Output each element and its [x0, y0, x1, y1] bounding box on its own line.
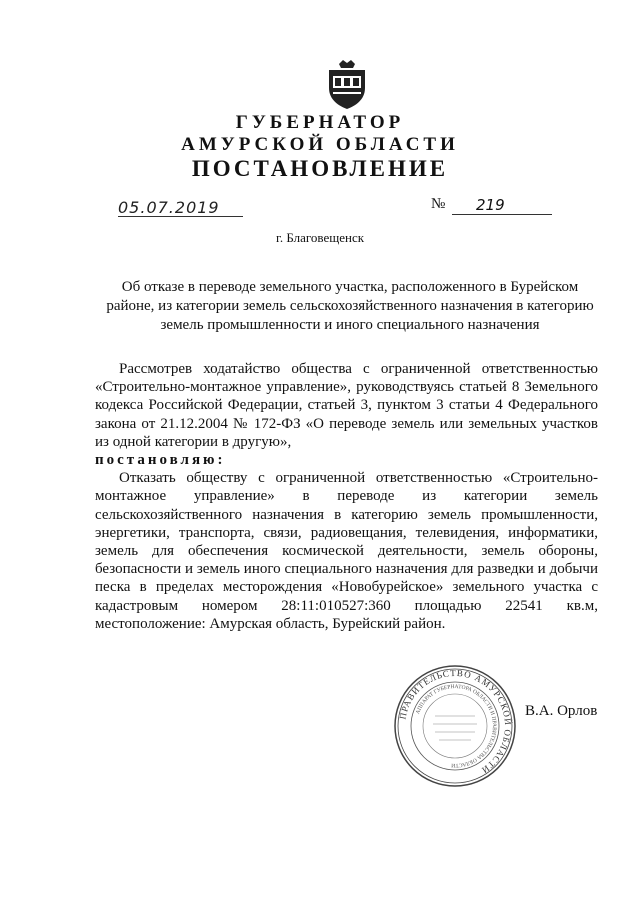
svg-text:АППАРАТ ГУБЕРНАТОРА ОБЛАСТИ И: АППАРАТ ГУБЕРНАТОРА ОБЛАСТИ И ПРАВИТЕЛЬСТВА ОБЛАСТИ — [415, 683, 498, 769]
city-line: г. Благовещенск — [275, 230, 365, 245]
header-region: АМУРСКОЙ ОБЛАСТИ — [181, 134, 459, 155]
number-label: № — [431, 196, 446, 212]
document-date: 05.07.2019 — [118, 199, 243, 217]
document-subject: Об отказе в переводе земельного участка, расположенного в Бурейском районе, из категории земель сельскохозяйственного назначения в категорию земель промышленности и иного специального назначения — [106, 279, 594, 333]
decision-paragraph: Отказать обществу с ограниченной ответственностью «Строительно-монтажное управление» в переводе из категории земель сельскохозяйственного назначения в категорию земель промышленности, энергетики, транспорта, связи, радиовещания, телевидения, информатики, земель для обеспечения космической деятельности, земель обороны, безопасности и земель иного специального назначения для разведки и добычи песка в пределах месторождения «Новобурейское» земельного участка с кадастровым номером 28:11:010527:360 площадью 22541 кв.м, местоположение: Амурская область, Бурейский район. — [95, 470, 598, 632]
document-type-title: ПОСТАНОВЛЕНИЕ — [191, 156, 449, 181]
signatory-name: В.А. Орлов — [525, 703, 598, 719]
official-seal-icon — [393, 664, 517, 788]
svg-text:ПРАВИТЕЛЬСТВО АМУРСКОЙ ОБЛАСТИ: ПРАВИТЕЛЬСТВО АМУРСКОЙ ОБЛАСТИ — [397, 667, 514, 776]
preamble-paragraph: Рассмотрев ходатайство общества с ограниченной ответственностью «Строительно-монтажное управление», руководствуясь статьей 8 Земельного кодекса Российской Федерации, статьей 3, пунктом 3 статьи 4 Федерального закона от 21.12.2004 № 172-ФЗ «О переводе земель или земельных участков из одной категории в другую», — [95, 361, 598, 450]
document-body — [95, 360, 598, 633]
header-governor: ГУБЕРНАТОР — [235, 112, 405, 133]
document-number: 219 — [452, 197, 552, 215]
coat-of-arms-icon — [325, 58, 369, 110]
resolve-word: постановляю: — [95, 452, 226, 469]
